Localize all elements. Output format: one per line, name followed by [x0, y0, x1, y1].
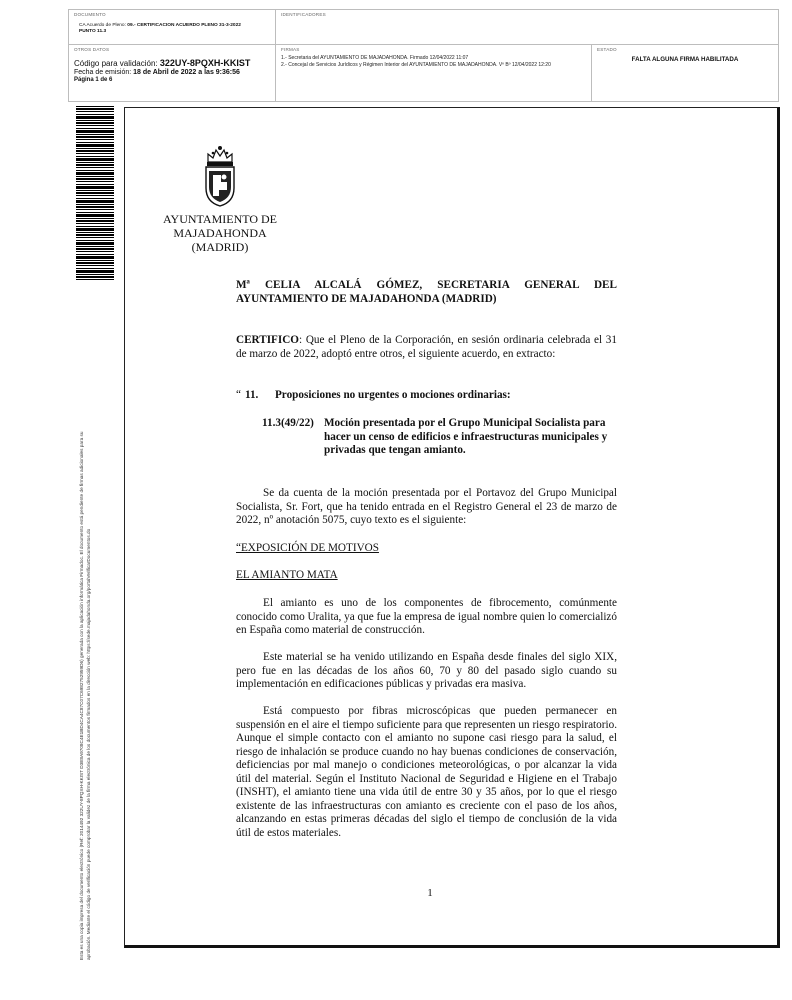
subsection-heading: 11.3(49/22) Moción presentada por el Grupo Municipal Socialista para hacer un censo de edificios e infraestructuras municipales y privadas que tengan amianto. [262, 417, 608, 456]
document-title: Mª CELIA ALCALÁ GÓMEZ, SECRETARIA GENERAL DEL AYUNTAMIENTO DE MAJADAHONDA (MADRID) [236, 279, 617, 305]
identificadores-cell [276, 10, 778, 45]
exposicion-heading: “EXPOSICIÓN DE MOTIVOS [236, 542, 379, 554]
verification-notice [78, 280, 92, 960]
verification-notice-line-2: aprobación. Mediante el código de verificación puede comprobar la validez de la firma electrónica de los documentos firmados en la dirección web: https://sede.majadahonda.org/portalVerificarDocumentos.do [86, 528, 91, 960]
estado-label: ESTADO [597, 47, 617, 52]
verification-notice-line-1: Esta es una copia impresa del documento electrónico (Ref: 2014492 322UY-8PQXH-KKIST D3E8A9708C4E1BD4CA4C87C07C6982752959D6) generada con la aplicación informática Firmadoc. El documento está pendiente de firmas adicionales para su [79, 431, 84, 960]
signature-1: 1.- Secretaria del AYUNTAMIENTO DE MAJADAHONDA. Firmado 12/04/2022 11:07 [281, 55, 469, 61]
otros-datos-cell [69, 45, 276, 101]
estado-cell [592, 45, 778, 101]
barcode-icon [76, 106, 114, 280]
page-number: 1 [427, 887, 433, 899]
documento-cell [69, 10, 276, 45]
paragraph-1: Se da cuenta de la moción presentada por el Portavoz del Grupo Municipal Socialista, Sr. Fort, que ha tenido entrada en el Registro General el 23 de marzo de 2022, nº anotación 5075, cuyo texto es el siguiente: [236, 487, 617, 526]
section-heading: “ 11. Proposiciones no urgentes o mociones ordinarias: [236, 389, 511, 401]
identificadores-label: IDENTIFICADORES [281, 12, 326, 17]
certifico-paragraph: CERTIFICO: Que el Pleno de la Corporación, en sesión ordinaria celebrada el 31 de marzo de 2022, adoptó entre otros, el siguiente acuerdo, en extracto: [236, 334, 617, 360]
validation-code-value[interactable]: 322UY-8PQXH-KKIST [159, 58, 251, 68]
coat-of-arms-icon [200, 144, 240, 208]
validation-code: Código para validación: 322UY-8PQXH-KKIST [74, 58, 251, 68]
paragraph-4: Está compuesto por fibras microscópicas que pueden permanecer en suspensión en el aire el tiempo suficiente para que representen un riesgo respiratorio. Aunque el simple contacto con el amianto no supone casi riesgo para la salud, el riesgo de inhalación se produce cuando no hay buenas condiciones de conservación, deficiencias por mal manejo o condiciones meteorológicas, o por alcanzar la vida útil del material. Según el Instituto Nacional de Seguridad e Higiene en el Trabajo (INSHT), el amianto tiene una vida útil de entre 30 y 35 años, por lo que el riesgo existente de las infraestructuras con amianto es creciente con el paso de los años, alcanzando en estas primeras décadas del siglo el tiempo de conclusión de la vida útil de estos materiales. [236, 705, 617, 839]
page-count: Página 1 de 6 [74, 77, 113, 83]
amianto-heading: EL AMIANTO MATA [236, 569, 338, 581]
paragraph-2: El amianto es uno de los componentes de fibrocemento, comúnmente conocido como Uralita, ya que fue la empresa de igual nombre quien lo comercializó en España como material de construcción. [236, 597, 617, 636]
documento-label: DOCUMENTO [74, 12, 106, 17]
documento-name: CA Acuerdo de Pleno: 09.- CERTIFICACION ACUERDO PLENO 31-3-2022 PUNTO 11.3 [79, 23, 241, 34]
estado-value: FALTA ALGUNA FIRMA HABILITADA [631, 56, 739, 63]
firmas-cell [276, 45, 592, 101]
firmas-label: FIRMAS [281, 47, 300, 52]
otros-datos-label: OTROS DATOS [74, 47, 110, 52]
issue-date: Fecha de emisión: 18 de Abril de 2022 a las 9:36:56 [74, 69, 240, 76]
signature-2: 2.- Concejal de Servicios Jurídicos y Régimen Interior del AYUNTAMIENTO DE MAJADAHONDA. Vº Bº 12/04/2022 12:20 [281, 62, 551, 69]
document-header [68, 9, 779, 102]
ayuntamiento-heading: AYUNTAMIENTO DE MAJADAHONDA (MADRID) [162, 212, 278, 254]
paragraph-3: Este material se ha venido utilizando en España desde finales del siglo XIX, pero fue en las décadas de los años 60, 70 y 80 del pasado siglo cuando su implementación en edificaciones públicas y privadas era masiva. [236, 651, 617, 690]
